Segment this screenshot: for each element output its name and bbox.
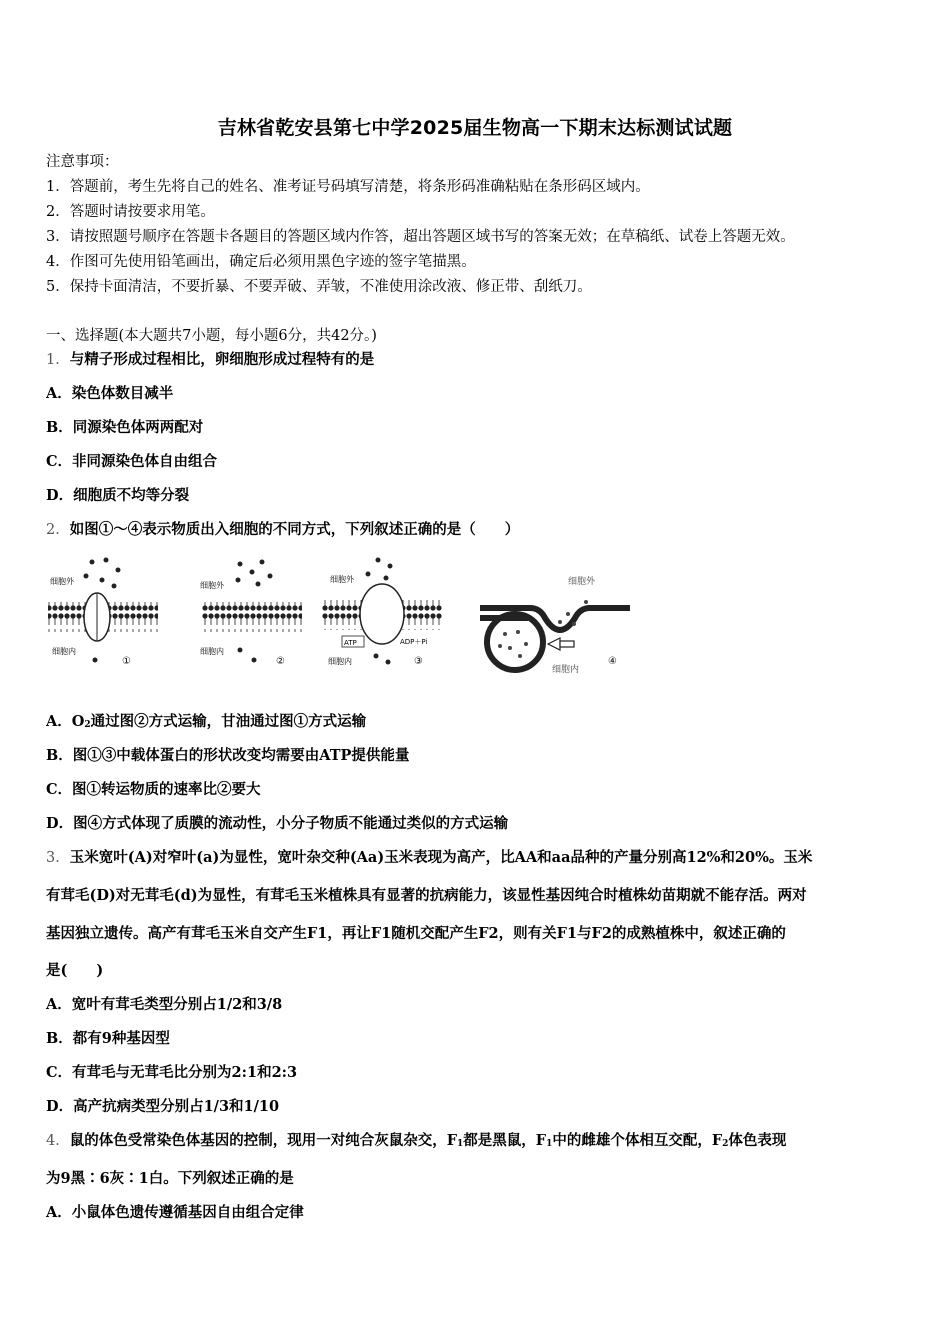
section-heading: 一、选择题(本大题共7小题，每小题6分，共42分。) <box>46 328 377 344</box>
outside-label: 细胞外 <box>200 581 224 590</box>
subscript: 2 <box>722 1139 729 1149</box>
outside-label: 细胞外 <box>50 577 74 586</box>
notice-item: 5．保持卡面清洁，不要折暴、不要弄破、弄皱，不准使用涂改液、修正带、刮纸刀。 <box>46 279 592 295</box>
question-stem-line: 是( ) <box>46 962 104 979</box>
notice-item: 1．答题前，考生先将自己的姓名、准考证号码填写清楚，将条形码准确粘贴在条形码区域内。 <box>46 179 650 195</box>
inside-label: 细胞内 <box>328 657 352 666</box>
option-text: 通过图②方式运输，甘油通过图①方式运输 <box>90 713 367 730</box>
outside-label: 细胞外 <box>568 577 596 587</box>
panel-1 <box>48 558 158 668</box>
option-d: D．图④方式体现了质膜的流动性，小分子物质不能通过类似的方式运输 <box>46 815 509 832</box>
option-c: C．非同源染色体自由组合 <box>46 453 218 470</box>
question-3 <box>46 848 812 868</box>
option-c: C．图①转运物质的速率比②要大 <box>46 781 261 798</box>
page-title: 吉林省乾安县第七中学2025届生物高一下期末达标测试试题 <box>217 117 733 139</box>
question-2 <box>46 520 519 540</box>
inside-label: 细胞内 <box>552 665 580 675</box>
panel-2 <box>200 560 302 668</box>
atp-label: ATP <box>344 639 357 647</box>
notice-item: 2．答题时请按要求用笔。 <box>46 204 215 220</box>
option-a: A．染色体数目减半 <box>46 385 174 402</box>
subscript: 2 <box>84 720 91 730</box>
question-1 <box>46 350 374 370</box>
question-number: 2． <box>46 522 70 538</box>
panel-3 <box>322 558 442 668</box>
notice-heading: 注意事项： <box>46 154 119 170</box>
question-stem: 都是黑鼠，F <box>463 1132 547 1149</box>
question-stem-line: 为9黑∶6灰∶1白。下列叙述正确的是 <box>46 1170 294 1187</box>
question-stem-line: 基因独立遗传。高产有茸毛玉米自交产生F1，再让F1随机交配产生F2，则有关F1与F2的成熟植株中，叙述正确的 <box>46 925 786 942</box>
option-b: B．同源染色体两两配对 <box>46 419 204 436</box>
membrane-diagram <box>40 552 640 682</box>
option-text: A．O <box>46 713 85 730</box>
inside-label: 细胞内 <box>52 647 76 656</box>
panel-mark: ④ <box>608 656 617 667</box>
panel-mark: ② <box>276 656 285 667</box>
subscript: 1 <box>546 1139 553 1149</box>
panel-4 <box>480 575 630 675</box>
question-number: 1． <box>46 352 70 368</box>
question-stem: 鼠的体色受常染色体基因的控制，现用一对纯合灰鼠杂交，F <box>69 1132 458 1149</box>
question-stem: 玉米宽叶(A)对窄叶(a)为显性，宽叶杂交种(Aa)玉米表现为高产，比AA和aa品种的产量分别高12%和20%。玉米 <box>69 849 813 866</box>
question-number: 3． <box>46 850 70 866</box>
outside-label: 细胞外 <box>330 575 354 584</box>
question-stem: 体色表现 <box>728 1132 787 1149</box>
option-b: B．图①③中载体蛋白的形状改变均需要由ATP提供能量 <box>46 747 410 764</box>
panel-mark: ① <box>122 656 131 667</box>
question-4 <box>46 1131 786 1154</box>
question-stem-line: 有茸毛(D)对无茸毛(d)为显性，有茸毛玉米植株具有显著的抗病能力，该显性基因纯合时植株幼苗期就不能存活。两对 <box>46 887 807 904</box>
subscript: 1 <box>457 1139 464 1149</box>
panel-mark: ③ <box>414 656 423 667</box>
option-b: B．都有9种基因型 <box>46 1030 170 1047</box>
option-d: D．细胞质不均等分裂 <box>46 487 190 504</box>
membrane-transport-figure <box>40 552 640 682</box>
notice-item: 4．作图可先使用铅笔画出，确定后必须用黑色字迹的签字笔描黑。 <box>46 254 476 270</box>
adp-label: ADP＋Pi <box>400 638 428 646</box>
inside-label: 细胞内 <box>200 647 224 656</box>
question-stem: 与精子形成过程相比，卵细胞形成过程特有的是 <box>69 351 375 368</box>
option-a: A．小鼠体色遗传遵循基因自由组合定律 <box>46 1204 304 1221</box>
option-d: D．高产抗病类型分别占1/3和1/10 <box>46 1098 280 1115</box>
question-number: 4． <box>46 1133 70 1149</box>
option-a <box>46 712 366 735</box>
question-stem: 中的雌雄个体相互交配，F <box>552 1132 723 1149</box>
option-c: C．有茸毛与无茸毛比分别为2:1和2:3 <box>46 1064 298 1081</box>
option-a: A．宽叶有茸毛类型分别占1/2和3/8 <box>46 996 283 1013</box>
notice-item: 3．请按照题号顺序在答题卡各题目的答题区域内作答，超出答题区域书写的答案无效；在草稿纸、试卷上答题无效。 <box>46 229 795 245</box>
question-stem: 如图①～④表示物质出入细胞的不同方式，下列叙述正确的是（ ） <box>69 521 520 538</box>
